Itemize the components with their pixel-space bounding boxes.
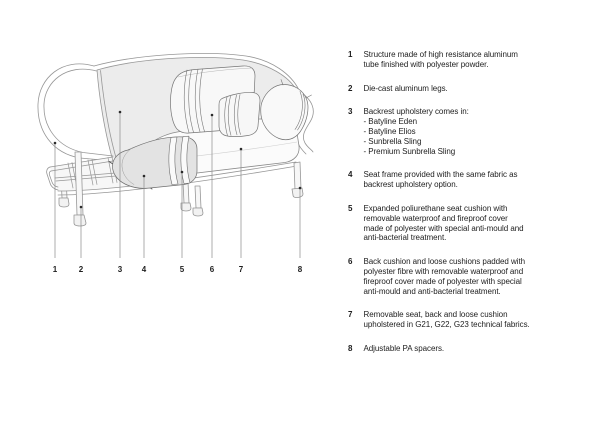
legend-item (348, 170, 580, 190)
legend-item-number: 2 (348, 83, 353, 93)
legend-item-line: Seat frame provided with the same fabric as (363, 170, 518, 180)
callout-number: 4 (141, 265, 147, 274)
legend-item-text (364, 50, 518, 70)
legend-item-line: anti-bacterial treatment. (363, 233, 447, 243)
legend-item (348, 310, 580, 330)
legend-item (348, 204, 580, 243)
legend-item-number: 6 (348, 257, 353, 267)
callout-number: 3 (117, 265, 123, 274)
callout-dot (299, 187, 302, 190)
legend-item (348, 107, 580, 156)
callout-dot (181, 171, 184, 174)
callout-dot (119, 111, 122, 114)
legend-item-number: 4 (348, 170, 353, 180)
legend-item-line: Die-cast aluminum legs. (363, 83, 448, 93)
legend-item-line: tube finished with polyester powder. (363, 59, 489, 69)
legend-item-text (364, 204, 524, 243)
legend-item-text (364, 170, 518, 190)
legend-item-line: backrest upholstery option. (363, 180, 458, 190)
legend-item-line: fireproof cover made of polyester with special (363, 276, 522, 286)
legend-item-line: Backrest upholstery comes in: (363, 107, 469, 117)
legend-item-line: removable waterproof and fireproof cover (363, 213, 508, 223)
legend-item-number: 3 (348, 107, 353, 117)
legend-item-line: upholstered in G21, G22, G23 technical fabrics. (363, 320, 530, 330)
legend-item-number: 5 (348, 203, 353, 213)
callout-dot (80, 206, 83, 209)
legend-item-line: Back cushion and loose cushions padded with (363, 257, 526, 267)
callout-dot (54, 142, 57, 145)
legend-item-line: - Batyline Eden (363, 117, 418, 127)
legend-item-text (364, 344, 445, 354)
callout-number: 1 (52, 265, 58, 274)
legend-item-line: - Sunbrella Sling (363, 136, 422, 146)
callout-number: 7 (238, 265, 244, 274)
legend-item-line: - Batyline Elios (363, 126, 416, 136)
legend-item-number: 1 (348, 50, 353, 59)
legend-item-line: made of polyester with special anti-mould and (363, 223, 524, 233)
legend-item-line: Removable seat, back and loose cushion (363, 310, 508, 320)
legend-item-text (364, 107, 469, 156)
legend-item (348, 257, 580, 296)
legend-item-line: Expanded poliurethane seat cushion with (363, 203, 508, 213)
legend-item-text (364, 310, 530, 330)
legend-item-text (364, 257, 526, 296)
middle-right-leg (193, 186, 203, 216)
callout-number: 2 (78, 265, 84, 274)
middle-left-leg (181, 182, 191, 211)
sofa-illustration (0, 0, 340, 300)
callout-number: 5 (179, 265, 185, 274)
legend-item-number: 7 (348, 310, 353, 320)
legend-item-line: Structure made of high resistance aluminum (363, 50, 518, 59)
legend-item (348, 84, 580, 94)
callout-dot (240, 148, 243, 151)
callout-number: 8 (297, 265, 303, 274)
loose-cushion (219, 92, 260, 136)
callout-dot (143, 175, 146, 178)
legend-item-text (364, 84, 448, 94)
legend-item-line: anti-mould and anti-bacterial treatment. (363, 286, 501, 296)
legend-item-line: - Premium Sunbrella Sling (363, 146, 456, 156)
sofa-diagram (0, 0, 340, 300)
legend-list (348, 50, 580, 368)
legend-item (348, 50, 580, 70)
legend-item-number: 8 (348, 343, 353, 353)
right-leg (292, 162, 303, 198)
callout-dot (211, 114, 214, 117)
callout-number: 6 (209, 265, 215, 274)
legend-item-line: polyester fibre with removable waterproof and (363, 266, 524, 276)
legend-item (348, 344, 580, 354)
legend-item-line: Adjustable PA spacers. (363, 343, 445, 353)
